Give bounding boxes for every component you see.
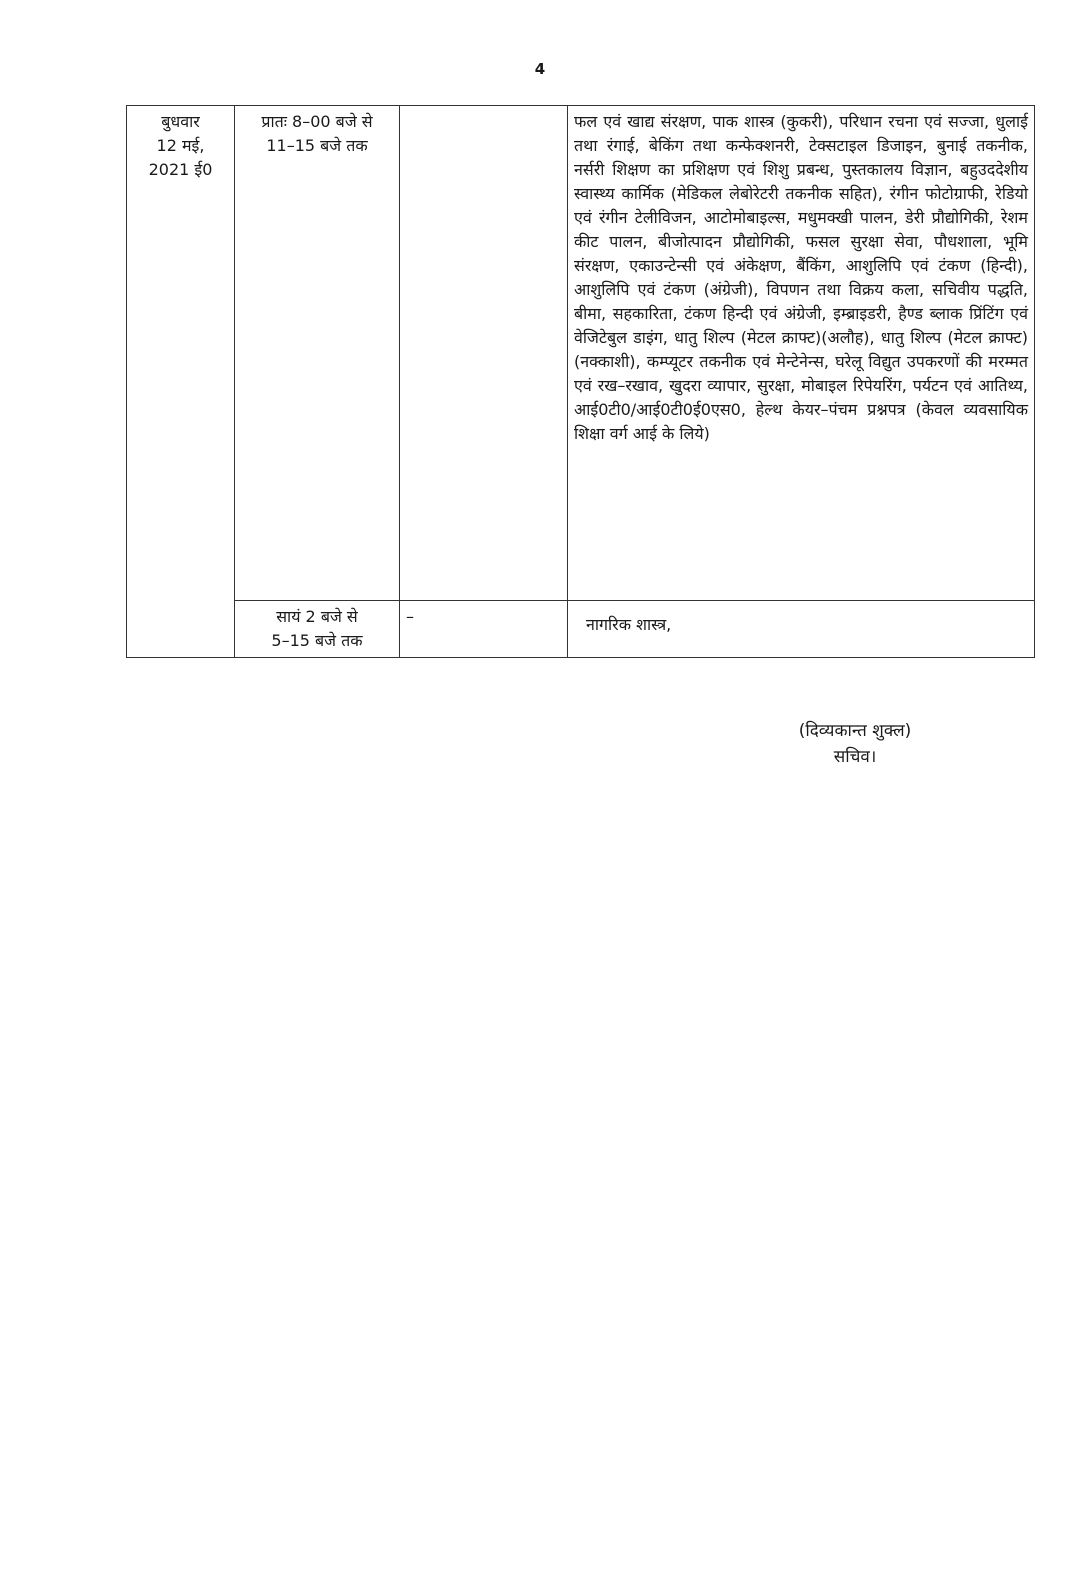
day-cell	[127, 106, 235, 658]
signatory-name: (दिव्यकान्त शुक्ल)	[798, 721, 912, 741]
signatory-designation: सचिव।	[833, 747, 877, 767]
code-cell-morning	[400, 106, 568, 601]
page-number: 4	[534, 60, 546, 78]
morning-time-start: प्रातः 8–00 बजे से	[261, 112, 373, 131]
code-cell-evening: –	[400, 601, 568, 658]
schedule-row-evening	[127, 601, 1035, 658]
time-cell-morning	[235, 106, 400, 601]
signature-block	[770, 718, 940, 770]
subjects-cell-evening: नागरिक शास्त्र,	[568, 601, 1035, 658]
evening-time-end: 5–15 बजे तक	[271, 631, 363, 650]
schedule-row-morning	[127, 106, 1035, 601]
subjects-cell-morning: फल एवं खाद्य संरक्षण, पाक शास्त्र (कुकरी), परिधान रचना एवं सज्जा, धुलाई तथा रंगाई, बेकिंग तथा कन्फेक्शनरी, टेक्सटाइल डिजाइन, बुनाई तकनीक, नर्सरी शिक्षण का प्रशिक्षण एवं शिशु प्रबन्ध, पुस्तकालय विज्ञान, बहुउददेशीय स्वास्थ्य कार्मिक (मेडिकल लेबोरेटरी तकनीक सहित), रंगीन फोटोग्राफी, रेडियो एवं रंगीन टेलीविजन, आटोमोबाइल्स, मधुमक्खी पालन, डेरी प्रौद्योगिकी, रेशम कीट पालन, बीजोत्पादन प्रौद्योगिकी, फसल सुरक्षा सेवा, पौधशाला, भूमि संरक्षण, एकाउन्टेन्सी एवं अंकेक्षण, बैंकिंग, आशुलिपि एवं टंकण (हिन्दी), आशुलिपि एवं टंकण (अंग्रेजी), विपणन तथा विक्रय कला, सचिवीय पद्धति, बीमा, सहकारिता, टंकण हिन्दी एवं अंग्रेजी, इम्ब्राइडरी, हैण्ड ब्लाक प्रिंटिंग एवं वेजिटेबुल डाइंग, धातु शिल्प (मेटल क्राफ्ट)(अलौह), धातु शिल्प (मेटल क्राफ्ट)(नक्काशी), कम्प्यूटर तकनीक एवं मेन्टेनेन्स, घरेलू विद्युत उपकरणों की मरम्मत एवं रख–रखाव, खुदरा व्यापार, सुरक्षा, मोबाइल रिपेयरिंग, पर्यटन एवं आतिथ्य, आई0टी0/आई0टी0ई0एस0, हेल्थ केयर–पंचम प्रश्नपत्र (केवल व्यवसायिक शिक्षा वर्ग आई के लिये)	[568, 106, 1035, 601]
day-name: बुधवार	[161, 112, 200, 131]
day-date: 12 मई,	[156, 136, 205, 155]
time-cell-evening	[235, 601, 400, 658]
day-year: 2021 ई0	[148, 160, 213, 179]
morning-time-end: 11–15 बजे तक	[266, 136, 368, 155]
evening-time-start: सायं 2 बजे से	[276, 607, 358, 626]
exam-schedule-table	[126, 105, 1035, 658]
